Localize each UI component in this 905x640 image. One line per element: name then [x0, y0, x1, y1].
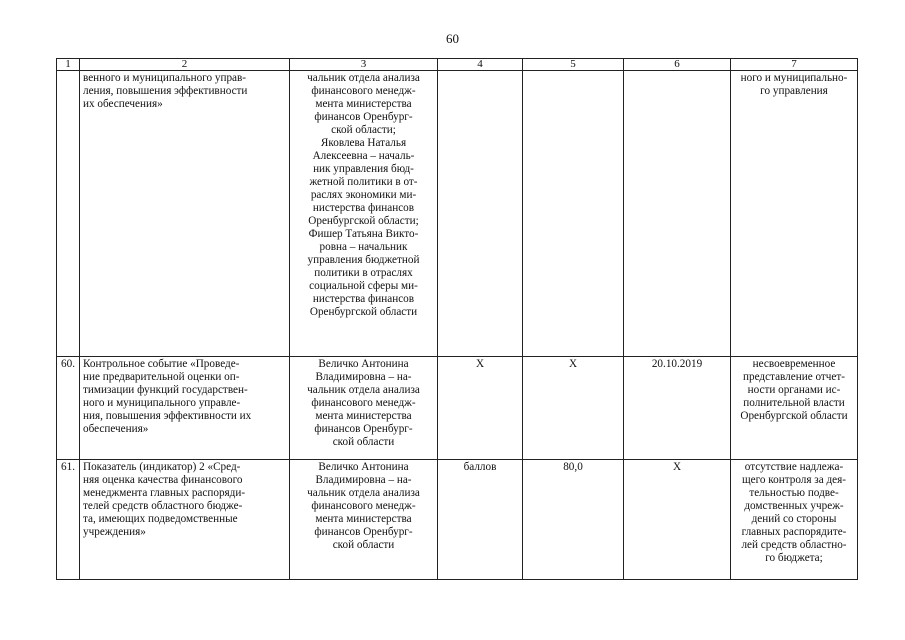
header-col-5: 5	[523, 59, 624, 71]
row-unit: баллов	[438, 460, 523, 580]
row-risk: ного и муниципально- го управления	[731, 71, 858, 357]
row-name: венного и муниципального управ- ления, повышения эффективности их обеспечения»	[80, 71, 290, 357]
row-value: Х	[523, 357, 624, 460]
header-col-6: 6	[624, 59, 731, 71]
row-date: 20.10.2019	[624, 357, 731, 460]
table-header-row	[57, 59, 858, 71]
page-number: 60	[446, 31, 459, 46]
row-name: Контрольное событие «Проведе- ние предварительной оценки оп- тимизации функций государствен- ного и муниципального управле- ния, повышения эффективности их обеспечения»	[80, 357, 290, 460]
row-name: Показатель (индикатор) 2 «Сред- няя оценка качества финансового менеджмента главных распоряди- телей средств областного бюдже- та, имеющих подведомственные учреждения»	[80, 460, 290, 580]
row-responsible: Величко Антонина Владимировна – на- чальник отдела анализа финансового менедж- мента министерства финансов Оренбург- ской области	[290, 357, 438, 460]
row-date: Х	[624, 460, 731, 580]
table-row	[57, 460, 858, 580]
row-responsible: чальник отдела анализа финансового менедж- мента министерства финансов Оренбург- ской области; Яковлева Наталья Алексеевна – началь- ник управления бюд- жетной политики в от- раслях экономики ми- нистерства финансов Оренбургской области; Фишер Татьяна Викто- ровна – начальник управления бюджетной политики в отраслях социальной сферы ми- нистерства финансов Оренбургской области	[290, 71, 438, 357]
header-col-2: 2	[80, 59, 290, 71]
row-unit	[438, 71, 523, 357]
row-date	[624, 71, 731, 357]
row-number: 60.	[57, 357, 80, 460]
table-row	[57, 357, 858, 460]
row-responsible: Величко Антонина Владимировна – на- чальник отдела анализа финансового менедж- мента министерства финансов Оренбург- ской области	[290, 460, 438, 580]
row-risk: отсутствие надлежа- щего контроля за дея- тельностью подве- домственных учреж- дений со стороны главных распорядите- лей средств областно- го бюджета;	[731, 460, 858, 580]
row-value: 80,0	[523, 460, 624, 580]
header-col-7: 7	[731, 59, 858, 71]
header-col-3: 3	[290, 59, 438, 71]
header-col-1: 1	[57, 59, 80, 71]
header-col-4: 4	[438, 59, 523, 71]
document-table	[56, 58, 858, 580]
table-row	[57, 71, 858, 357]
row-value	[523, 71, 624, 357]
row-unit: Х	[438, 357, 523, 460]
row-number	[57, 71, 80, 357]
row-number: 61.	[57, 460, 80, 580]
row-risk: несвоевременное представление отчет- ности органами ис- полнительной власти Оренбургской области	[731, 357, 858, 460]
